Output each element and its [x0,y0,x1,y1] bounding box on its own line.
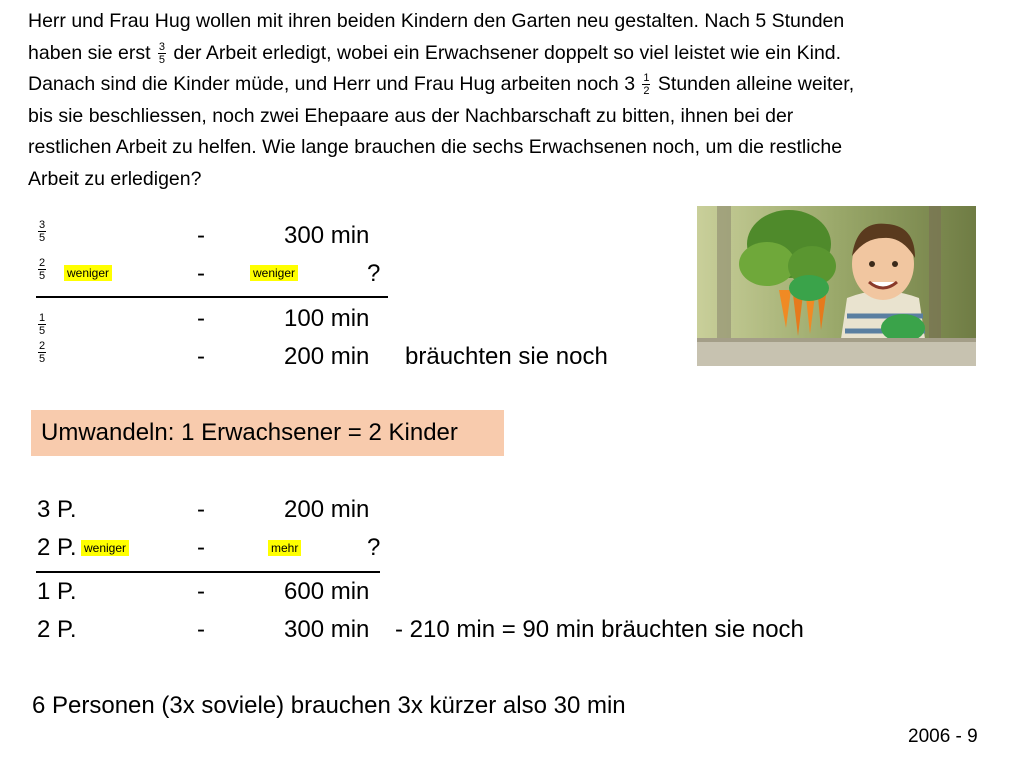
problem-line-3: Danach sind die Kinder müde, und Herr und Frau Hug arbeiten noch 3 $\frac{1}{2}$ Stunden alleine weiter, [28,72,855,98]
child-with-carrots-photo [697,206,976,366]
highlight-weniger-left: weniger [64,265,112,281]
problem-line-5: restlichen Arbeit zu helfen. Wie lange brauchen die sechs Erwachsenen noch, um die restliche [28,136,843,158]
highlight-weniger-right: weniger [250,265,298,281]
problem-text [28,6,1018,195]
photo-illustration [697,206,976,366]
table1-row4-dash: - [197,343,205,370]
conversion-box: Umwandeln: 1 Erwachsener = 2 Kinder [31,410,504,456]
table2-divider [36,571,380,573]
problem-line-4: bis sie beschliessen, noch zwei Ehepaare aus der Nachbarschaft zu bitten, ihnen bei der [28,104,794,127]
table2-row4-note: - 210 min = 90 min bräuchten sie noch [395,616,804,643]
table2-row4-value: 300 min [284,616,370,643]
table2-row1-dash: - [197,496,205,523]
fraction-three-fifths: $\frac{3}{5}$ [158,40,165,66]
table1-row3-fraction: 1 5 [38,312,46,337]
table1-row3-dash: - [197,305,205,332]
footer-label: 2006 - 9 [908,726,978,747]
highlight-weniger: weniger [81,540,129,556]
problem-line-1: Herr und Frau Hug wollen mit ihren beiden Kindern den Garten neu gestalten. Nach 5 Stunden [28,10,845,32]
table2-row2-value: ? [367,534,381,561]
fraction-one-half: $\frac{1}{2}$ [643,72,650,98]
table1-row1-fraction: 3 5 [38,219,46,244]
table1-row2-dash: - [197,260,205,287]
table2-row3-dash: - [197,578,205,605]
table2-row2-dash: - [197,534,205,561]
problem-line-2: haben sie erst $\frac{3}{5}$ der Arbeit erledigt, wobei ein Erwachsener doppelt so viel leistet wie ein Kind. [28,40,842,66]
table1-row2-value: ? [367,260,381,287]
table2-row4-dash: - [197,616,205,643]
table2-row1-label: 3 P. [37,496,77,523]
table1-row4-note: bräuchten sie noch [405,343,608,370]
table2-row3-value: 600 min [284,578,370,605]
table1-row2-fraction: 2 5 [38,257,46,282]
table1-row3-value: 100 min [284,305,370,332]
table2-row1-value: 200 min [284,496,370,523]
table1-row4-fraction: 2 5 [38,340,46,365]
table1-row1-dash: - [197,222,205,249]
table1-row4-value: 200 min [284,343,370,370]
problem-line-6: Arbeit zu erledigen? [28,167,202,190]
table2-row3-label: 1 P. [37,578,77,605]
table2-row4-label: 2 P. [37,616,77,643]
conclusion-text: 6 Personen (3x soviele) brauchen 3x kürzer also 30 min [32,692,626,719]
highlight-mehr: mehr [268,540,301,556]
table1-divider [36,296,388,298]
table1-row1-value: 300 min [284,222,370,249]
table2-row2-label: 2 P. [37,534,77,561]
